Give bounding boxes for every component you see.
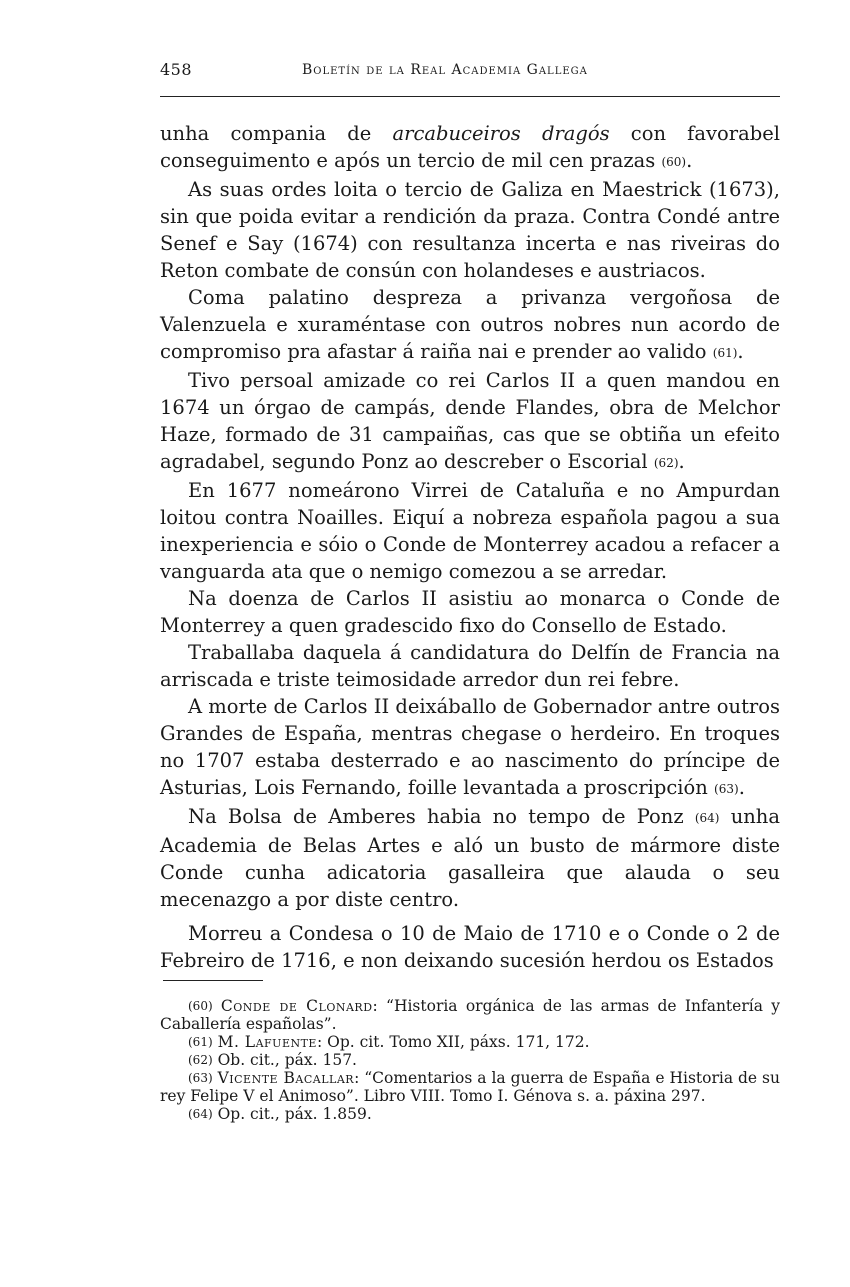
paragraph: As suas ordes loita o tercio de Galiza en Maestrick (1673), sin que poida evitar a rendición da praza. Contra Condé antre Senef e Say (1674) con resultanza incerta e nas riveiras do Reton combate de consún con holandeses e austriacos. [160, 178, 780, 282]
footnote-author: Conde de Clonard [220, 997, 373, 1015]
paragraph: Morreu a Condesa o 10 de Maio de 1710 e o Conde o 2 de Febreiro de 1716, e non deixando sucesión herdou os Estados [160, 922, 780, 972]
footnote-text: : “Historia orgánica de las armas de Infantería y Caballería españolas”. [160, 997, 780, 1033]
paragraph: Traballaba daquela á candidatura do Delfín de Francia na arriscada e triste teimosidade arredor dun rei febre. [160, 641, 780, 691]
paragraph: A morte de Carlos II deixáballo de Gobernador antre outros Grandes de España, mentras chegase o herdeiro. En troques no 1707 estaba desterrado e ao nascimento do príncipe de Asturias, Lois Fernando, foille levantada a proscripción (63). [160, 695, 780, 799]
footnote [160, 1033, 780, 1051]
header-rule [160, 96, 780, 97]
emphasis: arcabuceiros dragós [392, 122, 610, 145]
paragraph: Na Bolsa de Amberes habia no tempo de Ponz (64) unha Academia de Belas Artes e aló un busto de mármore diste Conde cunha adicatoria gasalleira que alauda o seu mecenazgo a por diste centro. [160, 805, 780, 911]
footnote [160, 1051, 780, 1069]
footnote-author: Vicente Bacallar [217, 1069, 355, 1087]
footnote-ref: (61) [712, 346, 738, 360]
footnote [160, 1069, 780, 1105]
paragraph: Na doenza de Carlos II asistiu ao monarca o Conde de Monterrey a quen gradescido fixo do Consello de Estado. [160, 587, 780, 637]
footnote-ref: (60) [661, 155, 687, 169]
footnote-ref: (63) [714, 782, 739, 796]
footnote [160, 1105, 780, 1123]
paragraph: En 1677 nomeárono Virrei de Cataluña e no Ampurdan loitou contra Noailles. Eiquí a nobreza española pagou a sua inexperiencia e sóio o Conde de Monterrey acadou a refacer a vanguarda ata que o nemigo comezou a se arredar. [160, 479, 780, 583]
page-number: 458 [160, 60, 193, 79]
footnote-text: : “Comentarios a la guerra de España e Historia de su rey Felipe V el Animoso”. Libro VIII. Tomo I. Génova s. a. páxina 297. [160, 1069, 780, 1105]
footnote-number: (60) [188, 999, 213, 1013]
footnote [160, 997, 780, 1033]
footnote-number: (64) [188, 1107, 213, 1121]
footnote-author: M. Lafuente [217, 1033, 317, 1051]
footnote-ref: (62) [653, 456, 679, 470]
footnote-ref: (64) [694, 811, 720, 825]
footnote-number: (62) [188, 1053, 213, 1067]
paragraph: unha compania de arcabuceiros dragós con favorabel conseguimento e após un tercio de mil cen prazas (60). [160, 122, 780, 172]
running-title: Boletín de la Real Academia Gallega [302, 62, 588, 78]
footnote-rule [163, 980, 263, 981]
footnotes [160, 997, 780, 1123]
footnote-number: (61) [188, 1035, 213, 1049]
page-header [160, 58, 780, 88]
body-text [160, 120, 780, 974]
paragraph: Coma palatino despreza a privanza vergoñosa de Valenzuela e xuraméntase con outros nobres nun acordo de compromiso pra afastar á raiña nai e prender ao valido (61). [160, 286, 780, 363]
footnote-text: Ob. cit., páx. 157. [217, 1051, 357, 1069]
paragraph: Tivo persoal amizade co rei Carlos II a quen mandou en 1674 un órgao de campás, dende Flandes, obra de Melchor Haze, formado de 31 campaiñas, cas que se obtiña un efeito agradabel, segundo Ponz ao descreber o Escorial (62). [160, 369, 780, 473]
footnote-text: : Op. cit. Tomo XII, páxs. 171, 172. [316, 1033, 590, 1051]
footnote-text: Op. cit., páx. 1.859. [217, 1105, 372, 1123]
footnote-number: (63) [188, 1071, 213, 1085]
